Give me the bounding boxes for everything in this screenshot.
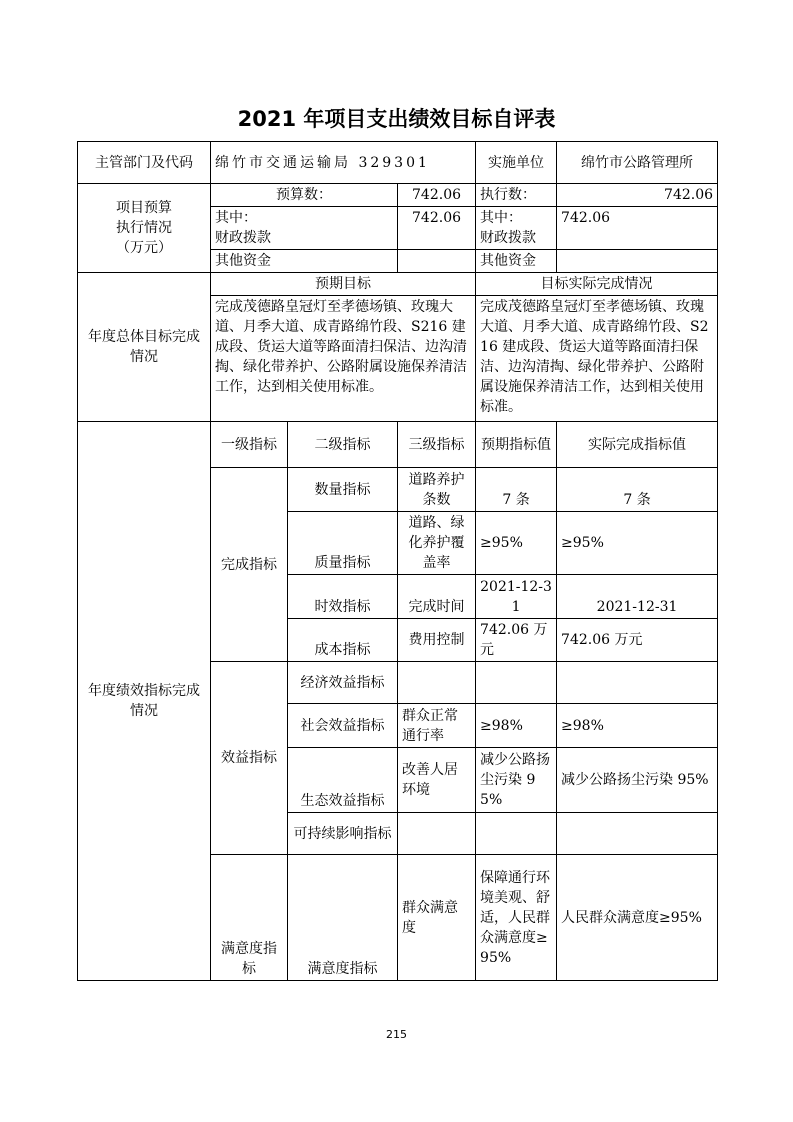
col-level1: 一级指标 bbox=[211, 422, 288, 468]
actual-cell: ≥98% bbox=[557, 704, 718, 748]
page-number: 215 bbox=[386, 1028, 407, 1041]
actual-target-text: 完成茂德路皇冠灯至孝德场镇、玫瑰大道、月季大道、成青路绵竹段、S216 建成段、货运大道等路面清扫保洁、边沟清掏、绿化带养护、公路附属设施保养清洁工作，达到相关使用标准。 bbox=[476, 296, 718, 422]
actual-target-header: 目标实际完成情况 bbox=[476, 273, 718, 296]
expected-cell: 2021-12-31 bbox=[476, 575, 557, 619]
level2-cell: 质量指标 bbox=[288, 512, 398, 575]
fiscal-budget-label-line1: 其中： bbox=[215, 210, 257, 226]
level3-cell: 群众正常通行率 bbox=[398, 704, 476, 748]
budget-label bbox=[78, 184, 211, 273]
actual-cell: 2021-12-31 bbox=[557, 575, 718, 619]
actual-cell: 742.06 万元 bbox=[557, 619, 718, 662]
expected-cell: 742.06 万元 bbox=[476, 619, 557, 662]
level2-cell: 社会效益指标 bbox=[288, 704, 398, 748]
actual-cell: 人民群众满意度≥95% bbox=[557, 855, 718, 981]
overall-header-row bbox=[78, 273, 718, 296]
dept-label: 主管部门及代码 bbox=[78, 142, 211, 184]
fiscal-exec-label bbox=[476, 207, 557, 250]
fiscal-exec-label-line2: 财政拨款 bbox=[480, 230, 537, 246]
level3-cell: 费用控制 bbox=[398, 619, 476, 662]
group-benefit: 效益指标 bbox=[211, 662, 288, 855]
indicators-label: 年度绩效指标完成情况 bbox=[78, 422, 211, 981]
indicator-header-row bbox=[78, 422, 718, 468]
budget-label-line2: 执行情况 bbox=[116, 220, 172, 236]
dept-value: 绵竹市交通运输局 329301 bbox=[211, 142, 476, 184]
other-funds-label: 其他资金 bbox=[211, 250, 398, 273]
col-expected: 预期指标值 bbox=[476, 422, 557, 468]
expected-cell bbox=[476, 662, 557, 704]
fiscal-exec-label-line1: 其中： bbox=[480, 210, 523, 226]
budget-amount-label: 预算数： bbox=[211, 184, 398, 207]
expected-cell bbox=[476, 813, 557, 855]
actual-cell: 减少公路扬尘污染 95% bbox=[557, 748, 718, 813]
level3-cell: 完成时间 bbox=[398, 575, 476, 619]
level2-cell: 可持续影响指标 bbox=[288, 813, 398, 855]
expected-cell: ≥95% bbox=[476, 512, 557, 575]
level3-cell bbox=[398, 662, 476, 704]
overall-label: 年度总体目标完成情况 bbox=[78, 273, 211, 422]
level2-cell: 时效指标 bbox=[288, 575, 398, 619]
evaluation-table bbox=[77, 141, 718, 981]
fiscal-budget-label bbox=[211, 207, 398, 250]
group-completion: 完成指标 bbox=[211, 468, 288, 662]
group-satisfaction: 满意度指标 bbox=[211, 855, 288, 981]
exec-amount-label: 执行数： bbox=[476, 184, 557, 207]
level3-cell: 群众满意度 bbox=[398, 855, 476, 981]
other-funds-exec-label: 其他资金 bbox=[476, 250, 557, 273]
level2-cell: 数量指标 bbox=[288, 468, 398, 512]
fiscal-exec-value: 742.06 bbox=[557, 207, 718, 250]
actual-cell bbox=[557, 813, 718, 855]
other-funds-exec-value bbox=[557, 250, 718, 273]
level2-cell: 经济效益指标 bbox=[288, 662, 398, 704]
other-funds-value bbox=[398, 250, 476, 273]
header-row bbox=[78, 142, 718, 184]
level2-cell: 成本指标 bbox=[288, 619, 398, 662]
expected-target-text: 完成茂德路皇冠灯至孝德场镇、玫瑰大道、月季大道、成青路绵竹段、S216 建成段、货运大道等路面清扫保洁、边沟清掏、绿化带养护、公路附属设施保养清洁工作，达到相关使用标准。 bbox=[211, 296, 476, 422]
level2-cell: 满意度指标 bbox=[288, 855, 398, 981]
actual-cell: ≥95% bbox=[557, 512, 718, 575]
budget-amount-value: 742.06 bbox=[398, 184, 476, 207]
page-title: 2021 年项目支出绩效目标自评表 bbox=[237, 107, 556, 131]
level3-cell: 改善人居环境 bbox=[398, 748, 476, 813]
budget-label-line1: 项目预算 bbox=[116, 200, 172, 216]
expected-cell: ≥98% bbox=[476, 704, 557, 748]
budget-label-line3: （万元） bbox=[116, 240, 172, 256]
level3-cell bbox=[398, 813, 476, 855]
actual-cell: 7 条 bbox=[557, 468, 718, 512]
fiscal-budget-label-line2: 财政拨款 bbox=[215, 230, 271, 246]
unit-value: 绵竹市公路管理所 bbox=[557, 142, 718, 184]
col-level2: 二级指标 bbox=[288, 422, 398, 468]
budget-row bbox=[78, 184, 718, 207]
level3-cell: 道路、绿化养护覆盖率 bbox=[398, 512, 476, 575]
fiscal-budget-value: 742.06 bbox=[398, 207, 476, 250]
col-level3: 三级指标 bbox=[398, 422, 476, 468]
exec-amount-value: 742.06 bbox=[557, 184, 718, 207]
col-actual: 实际完成指标值 bbox=[557, 422, 718, 468]
unit-label: 实施单位 bbox=[476, 142, 557, 184]
expected-cell: 减少公路扬尘污染 95% bbox=[476, 748, 557, 813]
level3-cell: 道路养护条数 bbox=[398, 468, 476, 512]
actual-cell bbox=[557, 662, 718, 704]
expected-target-header: 预期目标 bbox=[211, 273, 476, 296]
expected-cell: 7 条 bbox=[476, 468, 557, 512]
level2-cell: 生态效益指标 bbox=[288, 748, 398, 813]
expected-cell: 保障通行环境美观、舒适，人民群众满意度≥95% bbox=[476, 855, 557, 981]
